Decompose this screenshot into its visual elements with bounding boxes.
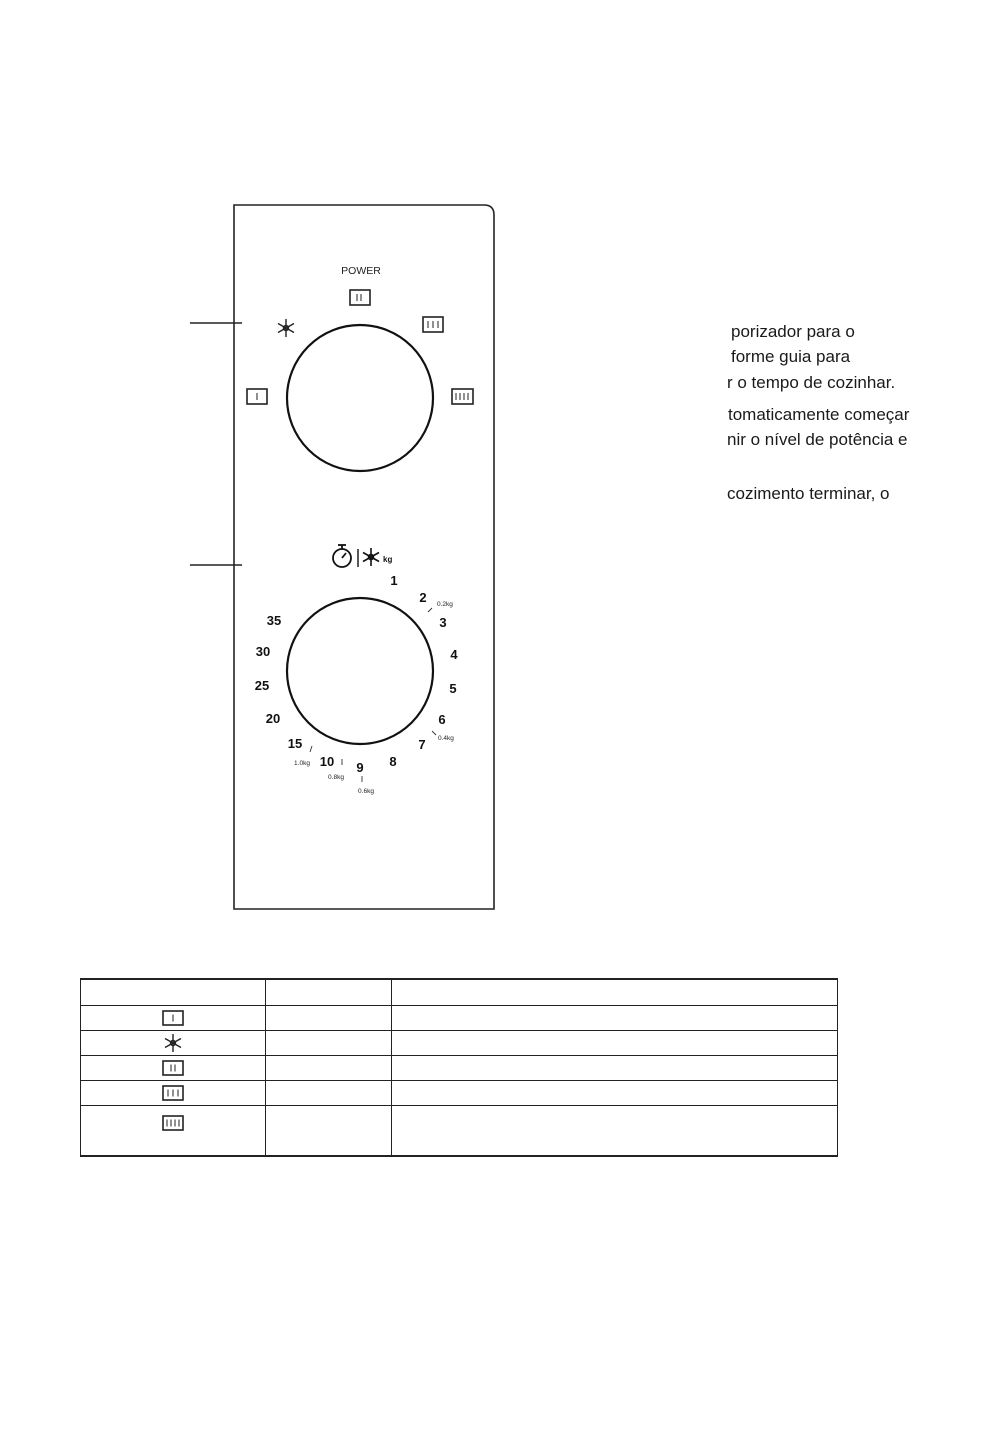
description-line: porizador para o — [731, 322, 855, 341]
timer-mark-1: 1 — [390, 573, 398, 588]
timer-mark-20: 20 — [265, 711, 281, 726]
table-header-cell — [266, 979, 392, 1006]
timer-icon — [333, 545, 351, 567]
power-high-icon — [452, 389, 473, 404]
table-icon-cell — [81, 1106, 266, 1157]
table-header-row — [81, 979, 838, 1006]
timer-header-unit: kg — [383, 555, 393, 564]
table-icon-cell — [81, 1031, 266, 1056]
tick-1-0kg — [310, 746, 312, 752]
timer-mark-2: 2 — [419, 590, 427, 605]
weight-label-0-2kg: 0.2kg — [437, 601, 453, 608]
timer-mark-25: 25 — [254, 678, 270, 693]
weight-defrost-icon — [363, 548, 379, 566]
timer-mark-35: 35 — [266, 613, 282, 628]
table-icon-cell — [81, 1056, 266, 1081]
timer-mark-4: 4 — [450, 647, 458, 662]
power-level-table — [80, 978, 838, 1157]
power-medium-high-icon — [161, 1084, 185, 1102]
table-header-cell — [392, 979, 838, 1006]
table-cell — [392, 1006, 838, 1031]
timer-mark-30: 30 — [255, 644, 271, 659]
table-cell — [266, 1056, 392, 1081]
table-cell — [266, 1106, 392, 1157]
table-cell — [266, 1081, 392, 1106]
timer-knob[interactable] — [287, 598, 433, 744]
defrost-icon — [161, 1032, 185, 1054]
timer-mark-6: 6 — [438, 712, 446, 727]
table-cell — [266, 1006, 392, 1031]
table-cell — [392, 1081, 838, 1106]
table-header-cell — [81, 979, 266, 1006]
timer-mark-7: 7 — [418, 737, 426, 752]
weight-label-0-8kg: 0.8kg — [328, 774, 344, 781]
table-icon-cell — [81, 1006, 266, 1031]
table-cell — [266, 1031, 392, 1056]
table-row — [81, 1031, 838, 1056]
weight-label-0-6kg: 0.6kg — [358, 788, 374, 795]
timer-mark-15: 15 — [287, 736, 303, 751]
description-line: forme guia para — [731, 347, 851, 366]
power-low-icon — [161, 1009, 185, 1027]
table-cell — [392, 1031, 838, 1056]
power-knob[interactable] — [287, 325, 433, 471]
timer-mark-9: 9 — [356, 760, 364, 775]
power-low-icon — [247, 389, 267, 404]
tick-0-2kg — [428, 608, 432, 612]
power-medium-high-icon — [423, 317, 443, 332]
panel-outline — [234, 205, 494, 909]
tick-0-4kg — [432, 731, 436, 735]
power-medium-low-icon — [350, 290, 370, 305]
power-label: POWER — [341, 265, 381, 277]
description-line: r o tempo de cozinhar. — [727, 373, 896, 392]
table-cell — [392, 1056, 838, 1081]
power-medium-low-icon — [161, 1059, 185, 1077]
table-row — [81, 1106, 838, 1157]
table-row — [81, 1056, 838, 1081]
timer-mark-3: 3 — [439, 615, 447, 630]
timer-mark-5: 5 — [449, 681, 457, 696]
weight-label-1-0kg: 1.0kg — [294, 760, 310, 767]
description-line: nir o nível de potência e — [727, 430, 908, 449]
description-line: tomaticamente começar — [728, 405, 910, 424]
table-cell — [392, 1106, 838, 1157]
description-line: cozimento terminar, o — [727, 484, 890, 503]
timer-mark-10: 10 — [319, 754, 335, 769]
defrost-icon — [278, 319, 294, 337]
table-icon-cell — [81, 1081, 266, 1106]
timer-mark-8: 8 — [389, 754, 397, 769]
weight-label-0-4kg: 0.4kg — [438, 735, 454, 742]
table-row — [81, 1006, 838, 1031]
table-row — [81, 1081, 838, 1106]
power-high-icon — [161, 1114, 185, 1132]
